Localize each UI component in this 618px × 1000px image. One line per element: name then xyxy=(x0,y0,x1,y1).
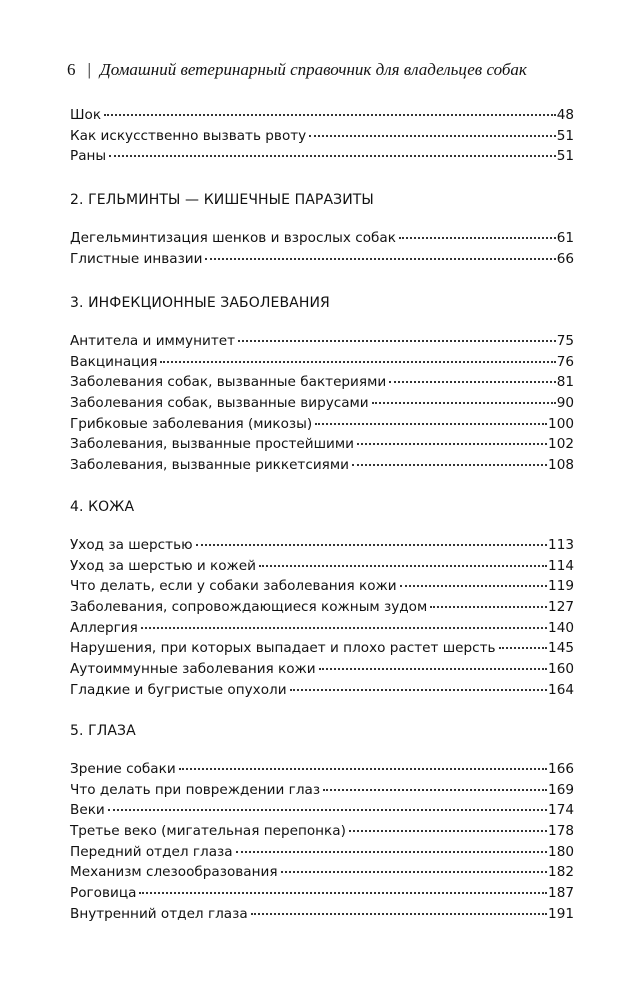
toc-entry-page: 113 xyxy=(548,537,574,553)
toc-entry[interactable] xyxy=(70,146,574,167)
toc-entry[interactable] xyxy=(70,638,574,659)
toc-entry-title: Антитела и иммунитет xyxy=(70,333,236,349)
toc-entry-page: 51 xyxy=(556,148,574,165)
toc-entry-list xyxy=(70,228,574,269)
toc-entry-title: Глистные инвазии xyxy=(70,250,203,267)
dot-leader xyxy=(139,892,547,894)
section-heading: 5. ГЛАЗА xyxy=(70,723,136,739)
toc-entry-list xyxy=(70,105,574,167)
dot-leader xyxy=(238,340,556,342)
toc-entry-page: 102 xyxy=(548,436,574,453)
toc-entry[interactable] xyxy=(70,883,574,904)
dot-leader xyxy=(372,402,556,404)
running-header xyxy=(67,60,567,80)
section-heading: 3. ИНФЕКЦИОННЫЕ ЗАБОЛЕВАНИЯ xyxy=(70,295,330,311)
toc-entry-title: Уход за шерстью и кожей xyxy=(70,557,256,574)
dot-leader xyxy=(104,114,556,116)
header-separator: | xyxy=(87,60,91,79)
dot-leader xyxy=(499,647,547,649)
page-number: 6 xyxy=(67,60,76,79)
dot-leader xyxy=(179,768,547,770)
toc-entry-page: 174 xyxy=(548,802,574,819)
dot-leader xyxy=(236,851,547,853)
toc-entry[interactable] xyxy=(70,576,574,597)
toc-entry-page: 51 xyxy=(556,127,574,144)
toc-entry-title: Заболевания, вызванные простейшими xyxy=(70,436,354,453)
toc-section-infections xyxy=(70,293,574,476)
toc-entry-page: 66 xyxy=(556,250,574,267)
toc-entry[interactable] xyxy=(70,597,574,618)
toc-entry-page: 108 xyxy=(548,457,574,474)
toc-entry-page: 187 xyxy=(548,885,574,902)
toc-entry[interactable] xyxy=(70,352,574,373)
toc-entry[interactable] xyxy=(70,331,574,352)
toc-entry-page: 61 xyxy=(556,230,574,246)
toc-entry[interactable] xyxy=(70,249,574,270)
toc-entry-list xyxy=(70,535,574,701)
toc-entry[interactable] xyxy=(70,618,574,639)
toc-entry-page: 191 xyxy=(548,905,574,922)
toc-entry-list xyxy=(70,331,574,476)
toc-entry-page: 182 xyxy=(548,864,574,881)
toc-entry-title: Аутоиммунные заболевания кожи xyxy=(70,661,316,678)
dot-leader xyxy=(400,585,547,587)
toc-entry[interactable] xyxy=(70,393,574,414)
toc-entry[interactable] xyxy=(70,759,574,780)
toc-section-eyes xyxy=(70,721,574,925)
toc-entry[interactable] xyxy=(70,904,574,925)
toc-entry-page: 145 xyxy=(548,640,574,657)
toc-entry-title: Что делать, если у собаки заболевания кожи xyxy=(70,578,397,595)
dot-leader xyxy=(109,155,556,157)
toc-entry-page: 169 xyxy=(548,781,574,798)
dot-leader xyxy=(141,627,547,629)
toc-entry-title: Шок xyxy=(70,107,102,123)
toc-entry-page: 119 xyxy=(548,578,574,595)
toc-entry-title: Вакцинация xyxy=(70,353,158,370)
toc-entry[interactable] xyxy=(70,842,574,863)
toc-entry[interactable] xyxy=(70,372,574,393)
toc-entry-list xyxy=(70,759,574,925)
toc-section-continued xyxy=(70,105,574,167)
toc-entry[interactable] xyxy=(70,780,574,801)
toc-entry-title: Раны xyxy=(70,148,107,165)
toc-entry-title: Механизм слезообразования xyxy=(70,864,278,881)
toc-entry-title: Заболевания собак, вызванные вирусами xyxy=(70,395,369,412)
toc-entry[interactable] xyxy=(70,659,574,680)
toc-entry[interactable] xyxy=(70,228,574,249)
toc-entry-title: Роговица xyxy=(70,885,137,902)
toc-entry[interactable] xyxy=(70,455,574,476)
toc-entry-page: 100 xyxy=(548,415,574,432)
toc-section-helminths xyxy=(70,190,574,269)
toc-entry-title: Гладкие и бугристые опухоли xyxy=(70,681,287,698)
toc-entry-page: 76 xyxy=(556,353,574,370)
toc-entry-page: 90 xyxy=(556,395,574,412)
toc-entry[interactable] xyxy=(70,556,574,577)
dot-leader xyxy=(352,464,547,466)
dot-leader xyxy=(399,237,556,239)
toc-entry-title: Заболевания, сопровождающиеся кожным зудом xyxy=(70,599,428,616)
toc-entry-title: Аллергия xyxy=(70,619,138,636)
dot-leader xyxy=(205,258,555,260)
toc-entry-page: 160 xyxy=(548,661,574,678)
toc-entry-page: 140 xyxy=(548,619,574,636)
toc-entry-page: 178 xyxy=(548,823,574,840)
dot-leader xyxy=(259,565,547,567)
toc-entry[interactable] xyxy=(70,434,574,455)
toc-section-skin xyxy=(70,497,574,701)
toc-entry[interactable] xyxy=(70,535,574,556)
toc-entry-title: Заболевания собак, вызванные бактериями xyxy=(70,374,387,391)
toc-entry[interactable] xyxy=(70,126,574,147)
toc-entry-title: Третье веко (мигательная перепонка) xyxy=(70,823,346,840)
toc-entry-title: Передний отдел глаза xyxy=(70,843,233,860)
dot-leader xyxy=(315,423,547,425)
dot-leader xyxy=(160,361,555,363)
toc-entry-title: Как искусственно вызвать рвоту xyxy=(70,127,307,144)
dot-leader xyxy=(389,381,556,383)
dot-leader xyxy=(196,544,548,546)
toc-entry-page: 48 xyxy=(556,107,574,123)
dot-leader xyxy=(108,809,547,811)
dot-leader xyxy=(349,830,547,832)
toc-entry-page: 127 xyxy=(548,599,574,616)
dot-leader xyxy=(430,606,547,608)
book-title: Домашний ветеринарный справочник для владельцев собак xyxy=(99,60,527,79)
section-heading: 4. КОЖА xyxy=(70,499,135,515)
toc-entry-page: 75 xyxy=(556,333,574,349)
toc-entry[interactable] xyxy=(70,680,574,701)
toc-entry-title: Уход за шерстью xyxy=(70,537,193,553)
toc-entry-title: Заболевания, вызванные риккетсиями xyxy=(70,457,349,474)
dot-leader xyxy=(323,789,547,791)
toc-entry-page: 81 xyxy=(556,374,574,391)
toc-entry-title: Внутренний отдел глаза xyxy=(70,905,248,922)
toc-entry-page: 164 xyxy=(548,681,574,698)
toc-entry[interactable] xyxy=(70,105,574,126)
toc-entry[interactable] xyxy=(70,800,574,821)
dot-leader xyxy=(309,135,555,137)
toc-entry-title: Дегельминтизация шенков и взрослых собак xyxy=(70,230,396,246)
toc-entry-page: 114 xyxy=(548,557,574,574)
toc-entry-title: Грибковые заболевания (микозы) xyxy=(70,415,313,432)
dot-leader xyxy=(319,668,547,670)
toc-entry-title: Что делать при повреждении глаз xyxy=(70,781,321,798)
toc-entry-title: Веки xyxy=(70,802,105,819)
toc-entry-title: Нарушения, при которых выпадает и плохо растет шерсть xyxy=(70,640,496,657)
toc-entry-page: 166 xyxy=(548,761,574,777)
dot-leader xyxy=(357,443,547,445)
section-heading: 2. ГЕЛЬМИНТЫ — КИШЕЧНЫЕ ПАРАЗИТЫ xyxy=(70,192,374,208)
dot-leader xyxy=(281,871,548,873)
toc-entry-title: Зрение собаки xyxy=(70,761,176,777)
toc-entry[interactable] xyxy=(70,414,574,435)
toc-entry-page: 180 xyxy=(548,843,574,860)
dot-leader xyxy=(251,913,547,915)
toc-entry[interactable] xyxy=(70,821,574,842)
toc-entry[interactable] xyxy=(70,862,574,883)
dot-leader xyxy=(290,689,547,691)
